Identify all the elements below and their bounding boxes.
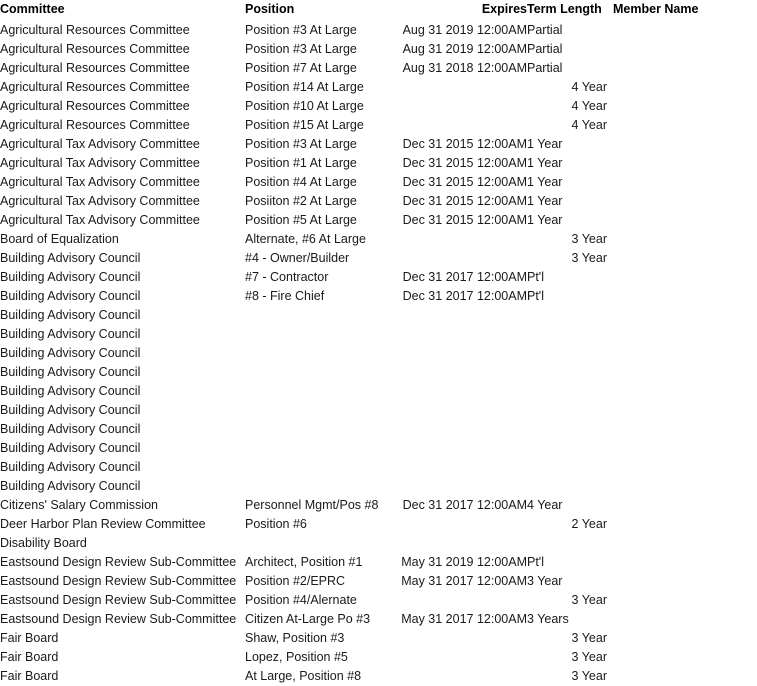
cell-expires	[392, 477, 527, 496]
cell-member-name	[613, 648, 757, 667]
table-body	[0, 19, 757, 686]
cell-committee: Eastsound Design Review Sub-Committee	[0, 555, 237, 569]
cell-term-length	[527, 477, 613, 496]
cell-member-name	[613, 515, 757, 534]
table-row	[0, 477, 757, 496]
cell-committee: Board of Equalization	[0, 232, 119, 246]
cell-member-name	[613, 154, 757, 173]
column-header-term-length: Term Length	[527, 2, 602, 16]
table-row	[0, 192, 757, 211]
table-row	[0, 667, 757, 686]
cell-expires: May 31 2017 12:00AM	[401, 612, 527, 626]
cell-expires: May 31 2019 12:00AM	[401, 555, 527, 569]
cell-expires: Dec 31 2017 12:00AM	[402, 270, 527, 284]
cell-committee: Agricultural Tax Advisory Committee	[0, 194, 200, 208]
cell-expires: Dec 31 2015 12:00AM	[402, 194, 527, 208]
cell-committee: Eastsound Design Review Sub-Committee	[0, 574, 237, 588]
cell-committee: Building Advisory Council	[0, 441, 141, 455]
cell-committee: Building Advisory Council	[0, 422, 141, 436]
cell-member-name	[613, 59, 757, 78]
cell-expires	[392, 439, 527, 458]
cell-term-length: 1 Year	[527, 137, 563, 151]
cell-expires	[392, 249, 527, 268]
table-row	[0, 325, 757, 344]
table-row	[0, 458, 757, 477]
cell-position	[245, 306, 392, 325]
cell-expires	[392, 382, 527, 401]
cell-term-length: 2 Year	[571, 517, 607, 531]
cell-committee: Deer Harbor Plan Review Committee	[0, 517, 206, 531]
table-row	[0, 610, 757, 629]
cell-member-name	[613, 477, 757, 496]
table-row	[0, 116, 757, 135]
cell-term-length: 1 Year	[527, 194, 563, 208]
cell-expires	[392, 78, 527, 97]
cell-term-length: 3 Year	[571, 631, 607, 645]
table-row	[0, 306, 757, 325]
cell-term-length: 3 Year	[571, 232, 607, 246]
cell-position	[245, 458, 392, 477]
table-row	[0, 382, 757, 401]
cell-expires	[392, 230, 527, 249]
cell-position: Position #6	[245, 517, 307, 531]
cell-member-name	[613, 287, 757, 306]
cell-committee: Building Advisory Council	[0, 460, 141, 474]
table-row	[0, 249, 757, 268]
cell-term-length	[527, 344, 613, 363]
table-row	[0, 173, 757, 192]
column-header-member-name: Member Name	[613, 2, 699, 16]
cell-term-length	[527, 401, 613, 420]
cell-expires	[392, 648, 527, 667]
cell-term-length	[527, 420, 613, 439]
cell-committee: Building Advisory Council	[0, 403, 141, 417]
cell-committee: Eastsound Design Review Sub-Committee	[0, 612, 237, 626]
cell-term-length	[527, 306, 613, 325]
cell-term-length: 1 Year	[527, 213, 563, 227]
cell-expires: Dec 31 2017 12:00AM	[402, 498, 527, 512]
table-row	[0, 553, 757, 572]
cell-member-name	[613, 268, 757, 287]
cell-position: Shaw, Position #3	[245, 631, 345, 645]
cell-term-length: Pt'l	[527, 270, 544, 284]
table-row	[0, 40, 757, 59]
cell-member-name	[613, 249, 757, 268]
table-row	[0, 439, 757, 458]
cell-term-length: 3 Year	[571, 593, 607, 607]
cell-committee: Agricultural Resources Committee	[0, 42, 190, 56]
cell-committee: Building Advisory Council	[0, 479, 141, 493]
cell-term-length: 4 Year	[571, 99, 607, 113]
cell-position: Position #3 At Large	[245, 42, 357, 56]
cell-position: Architect, Position #1	[245, 555, 363, 569]
cell-member-name	[613, 572, 757, 591]
cell-expires	[392, 97, 527, 116]
cell-member-name	[613, 610, 757, 629]
cell-position	[245, 382, 392, 401]
cell-expires	[392, 306, 527, 325]
cell-term-length: 1 Year	[527, 156, 563, 170]
table-row	[0, 19, 757, 40]
cell-term-length	[527, 325, 613, 344]
cell-position: Position #1 At Large	[245, 156, 357, 170]
cell-member-name	[613, 553, 757, 572]
cell-expires	[392, 363, 527, 382]
cell-term-length: Partial	[527, 23, 563, 37]
cell-expires	[392, 325, 527, 344]
column-header-committee: Committee	[0, 2, 65, 16]
cell-committee: Agricultural Resources Committee	[0, 61, 190, 75]
table-row	[0, 496, 757, 515]
table-row	[0, 97, 757, 116]
cell-term-length	[527, 382, 613, 401]
cell-position: Position #10 At Large	[245, 99, 364, 113]
cell-member-name	[613, 496, 757, 515]
cell-committee: Fair Board	[0, 631, 59, 645]
cell-committee: Citizens' Salary Commission	[0, 498, 158, 512]
table-row	[0, 648, 757, 667]
cell-member-name	[613, 173, 757, 192]
cell-committee: Agricultural Tax Advisory Committee	[0, 137, 200, 151]
cell-term-length: 3 Year	[571, 669, 607, 683]
cell-term-length: 4 Year	[571, 118, 607, 132]
cell-expires: Aug 31 2019 12:00AM	[402, 23, 527, 37]
cell-member-name	[613, 344, 757, 363]
table-row	[0, 268, 757, 287]
cell-expires	[392, 401, 527, 420]
table-row	[0, 287, 757, 306]
cell-committee: Fair Board	[0, 650, 59, 664]
cell-position: #8 - Fire Chief	[245, 289, 325, 303]
cell-committee: Building Advisory Council	[0, 365, 141, 379]
cell-position	[245, 420, 392, 439]
cell-term-length: 4 Year	[527, 498, 563, 512]
cell-member-name	[613, 325, 757, 344]
cell-position	[245, 363, 392, 382]
cell-term-length	[527, 439, 613, 458]
table-row	[0, 211, 757, 230]
cell-position: Alternate, #6 At Large	[245, 232, 366, 246]
cell-expires: Dec 31 2015 12:00AM	[402, 213, 527, 227]
cell-expires: Dec 31 2015 12:00AM	[402, 137, 527, 151]
cell-member-name	[613, 230, 757, 249]
cell-committee: Disability Board	[0, 536, 87, 550]
table-row	[0, 154, 757, 173]
column-header-expires: Expires	[481, 2, 527, 16]
cell-term-length: 3 Years	[527, 612, 569, 626]
cell-term-length: Pt'l	[527, 289, 544, 303]
cell-position: Posiiton #2 At Large	[245, 194, 357, 208]
cell-position: Position #15 At Large	[245, 118, 364, 132]
table-row	[0, 591, 757, 610]
cell-term-length	[527, 534, 613, 553]
cell-member-name	[613, 97, 757, 116]
cell-position: Position #14 At Large	[245, 80, 364, 94]
cell-position: At Large, Position #8	[245, 669, 362, 683]
cell-position	[245, 344, 392, 363]
cell-position: Position #4/Alernate	[245, 593, 357, 607]
cell-committee: Building Advisory Council	[0, 308, 141, 322]
table-row	[0, 420, 757, 439]
cell-position: Position #4 At Large	[245, 175, 357, 189]
cell-member-name	[613, 420, 757, 439]
table-row	[0, 363, 757, 382]
cell-term-length: 3 Year	[571, 251, 607, 265]
cell-position: #4 - Owner/Builder	[245, 251, 350, 265]
cell-committee: Agricultural Resources Committee	[0, 99, 190, 113]
cell-expires	[392, 116, 527, 135]
cell-committee: Agricultural Tax Advisory Committee	[0, 175, 200, 189]
cell-expires: May 31 2017 12:00AM	[401, 574, 527, 588]
cell-expires	[392, 420, 527, 439]
cell-term-length	[527, 458, 613, 477]
cell-expires	[392, 458, 527, 477]
cell-member-name	[613, 116, 757, 135]
table-row	[0, 59, 757, 78]
table-row	[0, 230, 757, 249]
cell-term-length: 1 Year	[527, 175, 563, 189]
cell-position	[245, 401, 392, 420]
cell-expires	[392, 534, 527, 553]
cell-committee: Building Advisory Council	[0, 346, 141, 360]
cell-position	[245, 439, 392, 458]
cell-position: Position #2/EPRC	[245, 574, 346, 588]
cell-committee: Agricultural Tax Advisory Committee	[0, 156, 200, 170]
cell-member-name	[613, 135, 757, 154]
cell-expires: Aug 31 2019 12:00AM	[402, 42, 527, 56]
cell-term-length: 3 Year	[527, 574, 563, 588]
cell-term-length: 3 Year	[571, 650, 607, 664]
cell-term-length: Partial	[527, 42, 563, 56]
cell-committee: Building Advisory Council	[0, 327, 141, 341]
cell-position	[245, 325, 392, 344]
cell-committee: Agricultural Resources Committee	[0, 118, 190, 132]
table-row	[0, 629, 757, 648]
cell-position: Personnel Mgmt/Pos #8	[245, 498, 379, 512]
cell-term-length: Pt'l	[527, 555, 544, 569]
cell-expires	[392, 344, 527, 363]
table-header-row	[0, 0, 757, 19]
cell-committee: Building Advisory Council	[0, 289, 141, 303]
cell-committee: Eastsound Design Review Sub-Committee	[0, 593, 237, 607]
column-header-position: Position	[245, 2, 295, 16]
cell-expires: Dec 31 2017 12:00AM	[402, 289, 527, 303]
cell-committee: Fair Board	[0, 669, 59, 683]
cell-member-name	[613, 211, 757, 230]
cell-member-name	[613, 591, 757, 610]
cell-member-name	[613, 19, 757, 40]
cell-expires	[392, 667, 527, 686]
cell-member-name	[613, 439, 757, 458]
cell-member-name	[613, 78, 757, 97]
cell-position	[245, 477, 392, 496]
cell-member-name	[613, 40, 757, 59]
cell-committee: Building Advisory Council	[0, 384, 141, 398]
cell-member-name	[613, 629, 757, 648]
cell-committee: Agricultural Resources Committee	[0, 80, 190, 94]
cell-term-length	[527, 363, 613, 382]
table-row	[0, 401, 757, 420]
cell-member-name	[613, 401, 757, 420]
cell-position: Position #5 At Large	[245, 213, 357, 227]
cell-term-length: Partial	[527, 61, 563, 75]
cell-member-name	[613, 458, 757, 477]
cell-committee: Agricultural Resources Committee	[0, 23, 190, 37]
cell-expires: Aug 31 2018 12:00AM	[402, 61, 527, 75]
table-row	[0, 78, 757, 97]
table-row	[0, 135, 757, 154]
cell-committee: Building Advisory Council	[0, 251, 141, 265]
cell-expires	[392, 515, 527, 534]
cell-member-name	[613, 363, 757, 382]
cell-member-name	[613, 306, 757, 325]
cell-committee: Building Advisory Council	[0, 270, 141, 284]
table-header	[0, 0, 757, 19]
cell-expires	[392, 591, 527, 610]
table-row	[0, 534, 757, 553]
cell-expires: Dec 31 2015 12:00AM	[402, 156, 527, 170]
cell-member-name	[613, 382, 757, 401]
cell-expires: Dec 31 2015 12:00AM	[402, 175, 527, 189]
cell-position: Position #7 At Large	[245, 61, 357, 75]
cell-member-name	[613, 534, 757, 553]
cell-position	[245, 534, 392, 553]
table-row	[0, 515, 757, 534]
cell-expires	[392, 629, 527, 648]
cell-term-length: 4 Year	[571, 80, 607, 94]
table-row	[0, 572, 757, 591]
table-row	[0, 344, 757, 363]
cell-committee: Agricultural Tax Advisory Committee	[0, 213, 200, 227]
cell-member-name	[613, 192, 757, 211]
cell-position: Position #3 At Large	[245, 137, 357, 151]
cell-position: Citizen At-Large Po #3	[245, 612, 371, 626]
cell-position: Lopez, Position #5	[245, 650, 348, 664]
cell-member-name	[613, 667, 757, 686]
cell-position: #7 - Contractor	[245, 270, 329, 284]
cell-position: Position #3 At Large	[245, 23, 357, 37]
